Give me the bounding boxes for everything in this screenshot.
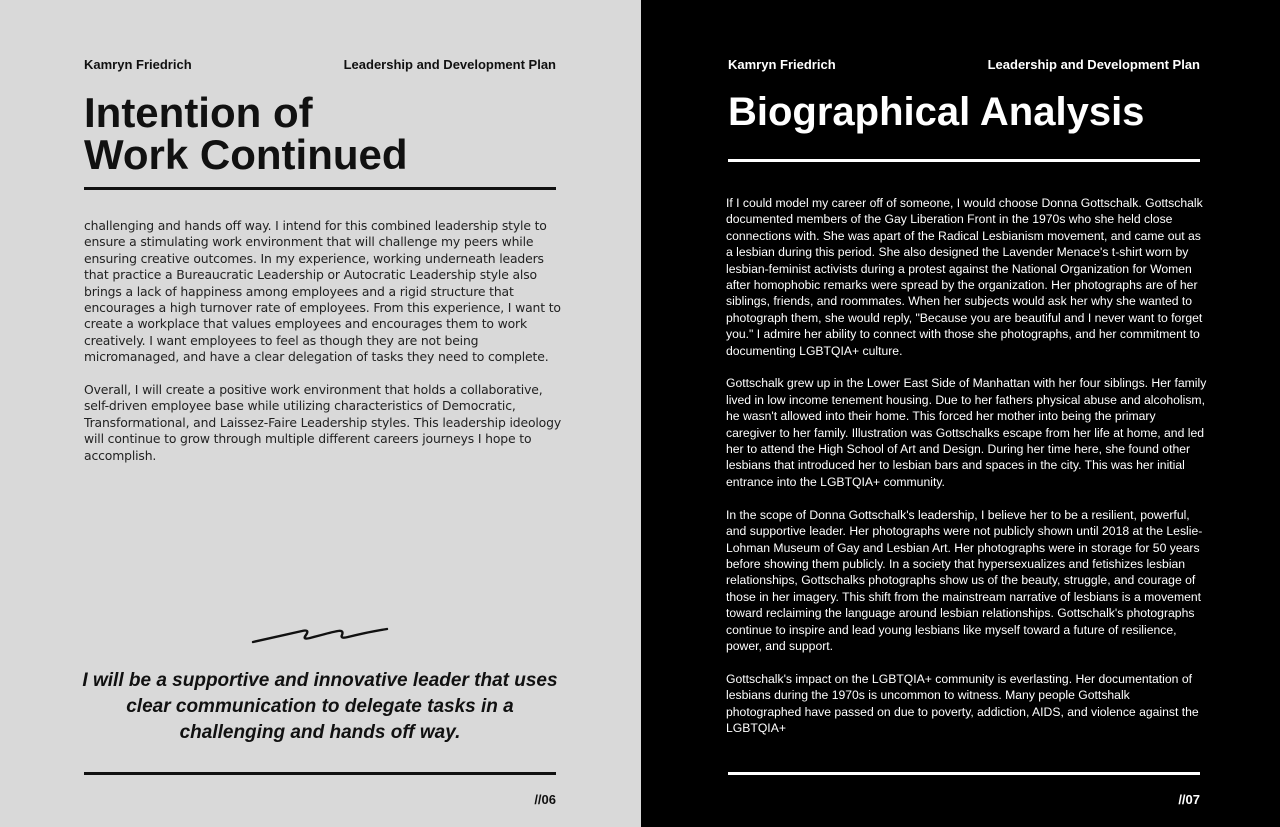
right-page — [641, 0, 1280, 827]
plan-title: Leadership and Development Plan — [343, 57, 556, 72]
paragraph: Gottschalk grew up in the Lower East Side of Manhattan with her four siblings. Her family lived in low income tenement housing. Due to her fathers physical abuse and alcoholism, he wasn't allowed into their home. This forced her mother into being the primary caregiver to her family. Illustration was Gottschalks escape from her life at home, and led her to attend the High School of Art and Design. During her time here, she found other lesbians that introduced her to lesbian bars and spaces in the city. This was her initial entrance into the LGBTQIA+ community. — [726, 376, 1207, 489]
body-text — [726, 195, 1208, 753]
page-title-line-2: Work Continued — [84, 131, 408, 178]
paragraph: Overall, I will create a positive work environment that holds a collaborative, self-driven employee base while utilizing characteristics of Democratic, Transformational, and Laissez-Faire Leadership styles. This leadership ideology will continue to grow through multiple different careers journeys I hope to accomplish. — [84, 382, 561, 463]
paragraph: Gottschalk's impact on the LGBTQIA+ community is everlasting. Her documentation of lesbians during the 1970s is uncommon to witness. Many people Gottshalk photographed have passed on due to poverty, addiction, AIDS, and violence against the LGBTQIA+ — [726, 671, 1199, 735]
pull-quote: I will be a supportive and innovative leader that uses clear communication to delegate tasks in a challenging and hands off way. — [82, 670, 558, 743]
footer-divider — [728, 772, 1200, 775]
page-number: //07 — [1178, 792, 1200, 807]
page-title — [84, 89, 408, 178]
squiggle-divider-icon — [250, 624, 390, 646]
paragraph: challenging and hands off way. I intend for this combined leadership style to ensure a stimulating work environment that will challenge my peers while ensuring creative outcomes. In my experience, working underneath leaders that practice a Bureaucratic Leadership or Autocratic Leadership style also brings a lack of happiness among employees and a rigid structure that encourages a high turnover rate of employees. From this experience, I want to create a workplace that values employees and encourages them to work creatively. I want employees to feel as though they are not being micromanaged, and have a clear delegation of tasks they need to complete. — [84, 218, 561, 365]
page-title-line-1: Intention of — [84, 89, 313, 136]
author-name: Kamryn Friedrich — [84, 57, 192, 72]
paragraph: If I could model my career off of someone, I would choose Donna Gottschalk. Gottschalk documented members of the Gay Liberation Front in the 1970s who she held close connections with. She was apart of the Radical Lesbianism movement, and came out as a lesbian during this period. She also designed the Lavender Menace's t-shirt worn by lesbian-feminist activists during a protest against the National Organization for Women after homophobic remarks were spread by the organization. Her photographs are of her siblings, friends, and roommates. When her subjects would ask her why she wanted to photograph them, she would reply, "Because you are beautiful and I never want to forget you." I admire her ability to connect with those she photographs, and her commitment to documenting LGBTQIA+ culture. — [726, 196, 1203, 358]
page-title: Biographical Analysis — [728, 90, 1145, 134]
footer-divider — [84, 772, 556, 775]
paragraph: In the scope of Donna Gottschalk's leadership, I believe her to be a resilient, powerful, and supportive leader. Her photographs were not publicly shown until 2018 at the Leslie-Lohman Museum of Gay and Lesbian Art. Her photographs were in storage for 50 years before showing them publicly. In a society that hypersexualizes and fetishizes lesbian relationships, Gottschalks photographs show us of the beauty, struggle, and courage of those in her imagery. This shift from the mainstream narrative of lesbians is a movement toward reclaiming the language around lesbian relationships. Gottschalk's photographs continue to inspire and lead young lesbians like myself toward a future of resilience, power, and support. — [726, 507, 1203, 653]
plan-title: Leadership and Development Plan — [987, 57, 1200, 72]
page-number: //06 — [534, 792, 556, 807]
title-divider — [728, 159, 1200, 162]
author-name: Kamryn Friedrich — [728, 57, 836, 72]
title-divider — [84, 187, 556, 190]
body-text — [84, 218, 562, 480]
